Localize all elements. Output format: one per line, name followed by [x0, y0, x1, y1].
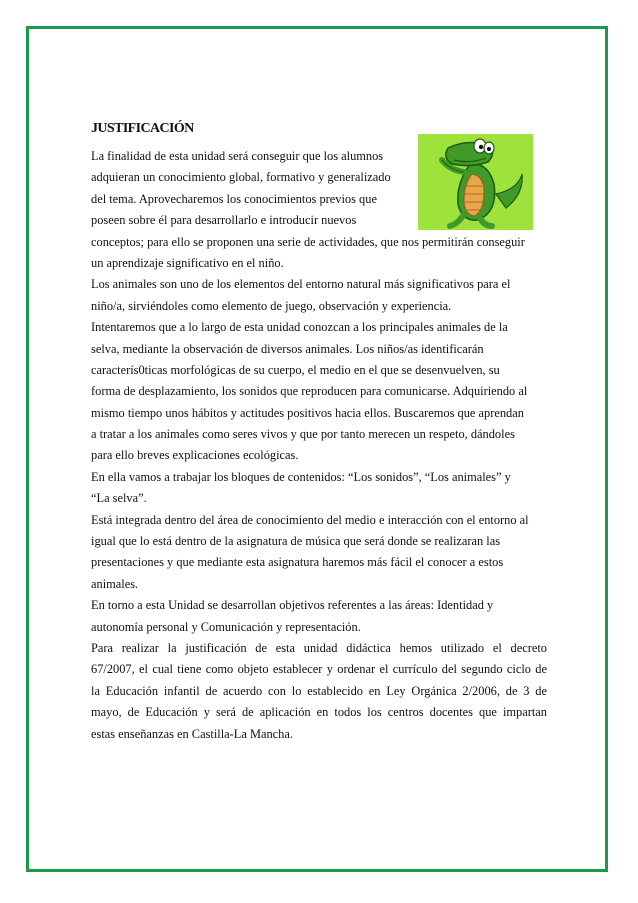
text-line: estas enseñanzas en Castilla-La Mancha.: [91, 726, 293, 741]
text-line: mayo, de Educación y será de aplicación en todos los centros docentes que impartan: [91, 705, 547, 720]
text-line: La finalidad de esta unidad será conseguir que los alumnos: [91, 149, 384, 163]
page-title: JUSTIFICACIÓN: [91, 121, 194, 136]
text-line: para ello breves explicaciones ecológicas.: [91, 448, 299, 463]
text-line: Intentaremos que a lo largo de esta unidad conozcan a los principales animales de la: [91, 320, 508, 335]
intro-paragraph: [91, 146, 547, 274]
text-line: selva, mediante la observación de diversos animales. Los niños/as identificarán: [91, 341, 484, 356]
text-line: En ella vamos a trabajar los bloques de contenidos: “Los sonidos”, “Los animales” y: [91, 469, 511, 484]
text-line: 67/2007, el cual tiene como objeto establecer y ordenar el currículo del segundo ciclo de: [91, 662, 547, 677]
text-line: la Educación infantil de acuerdo con lo establecido en Ley Orgánica 2/2006, de 3 de: [91, 683, 547, 698]
text-line: del tema. Aprovecharemos los conocimientos previos que: [91, 191, 377, 206]
text-line: poseen sobre él para desarrollarlo e introducir nuevos: [91, 213, 357, 228]
text-line: En torno a esta Unidad se desarrollan objetivos referentes a las áreas: Identidad y: [91, 598, 494, 613]
paragraph-content-blocks: [91, 467, 547, 510]
text-line: caracterís0ticas morfológicas de su cuerpo, el medio en el que se desenvuelven, su: [91, 362, 500, 377]
text-line: animales.: [91, 576, 139, 591]
paragraph-integration: [91, 510, 547, 596]
text-line: presentaciones y que mediante esta asignatura haremos más fácil el conocer a estos: [91, 555, 504, 570]
text-line: igual que lo está dentro de la asignatura de música que será donde se realizaran las: [91, 534, 501, 549]
paragraph-intentions: [91, 317, 547, 467]
text-line: Los animales son uno de los elementos del entorno natural más significativos para el: [91, 277, 511, 292]
text-line: mismo tiempo unos hábitos y actitudes positivos hacia ellos. Buscaremos que aprendan: [91, 405, 524, 420]
text-line: un aprendizaje significativo en el niño.: [91, 255, 284, 270]
text-line: Está integrada dentro del área de conocimiento del medio e interacción con el entorno al: [91, 512, 529, 527]
paragraph-objectives: [91, 595, 547, 638]
paragraph-decree: [91, 638, 547, 745]
text-line: a tratar a los animales como seres vivos y que por tanto merecen un respeto, dándoles: [91, 427, 515, 442]
text-line: niño/a, sirviéndoles como elemento de juego, observación y experiencia.: [91, 298, 452, 313]
text-line: conceptos; para ello se proponen una serie de actividades, que nos permitirán conseguir: [91, 234, 525, 249]
text-line: “La selva”.: [91, 491, 147, 506]
document-body: [91, 118, 547, 745]
text-line: Para realizar la justificación de esta unidad didáctica hemos utilizado el decreto: [91, 640, 547, 655]
text-line: adquieran un conocimiento global, formativo y generalizado: [91, 170, 391, 185]
paragraph-animals: [91, 274, 547, 317]
text-line: forma de desplazamiento, los sonidos que reproducen para comunicarse. Adquiriendo al: [91, 384, 528, 399]
text-line: autonomía personal y Comunicación y representación.: [91, 619, 361, 634]
